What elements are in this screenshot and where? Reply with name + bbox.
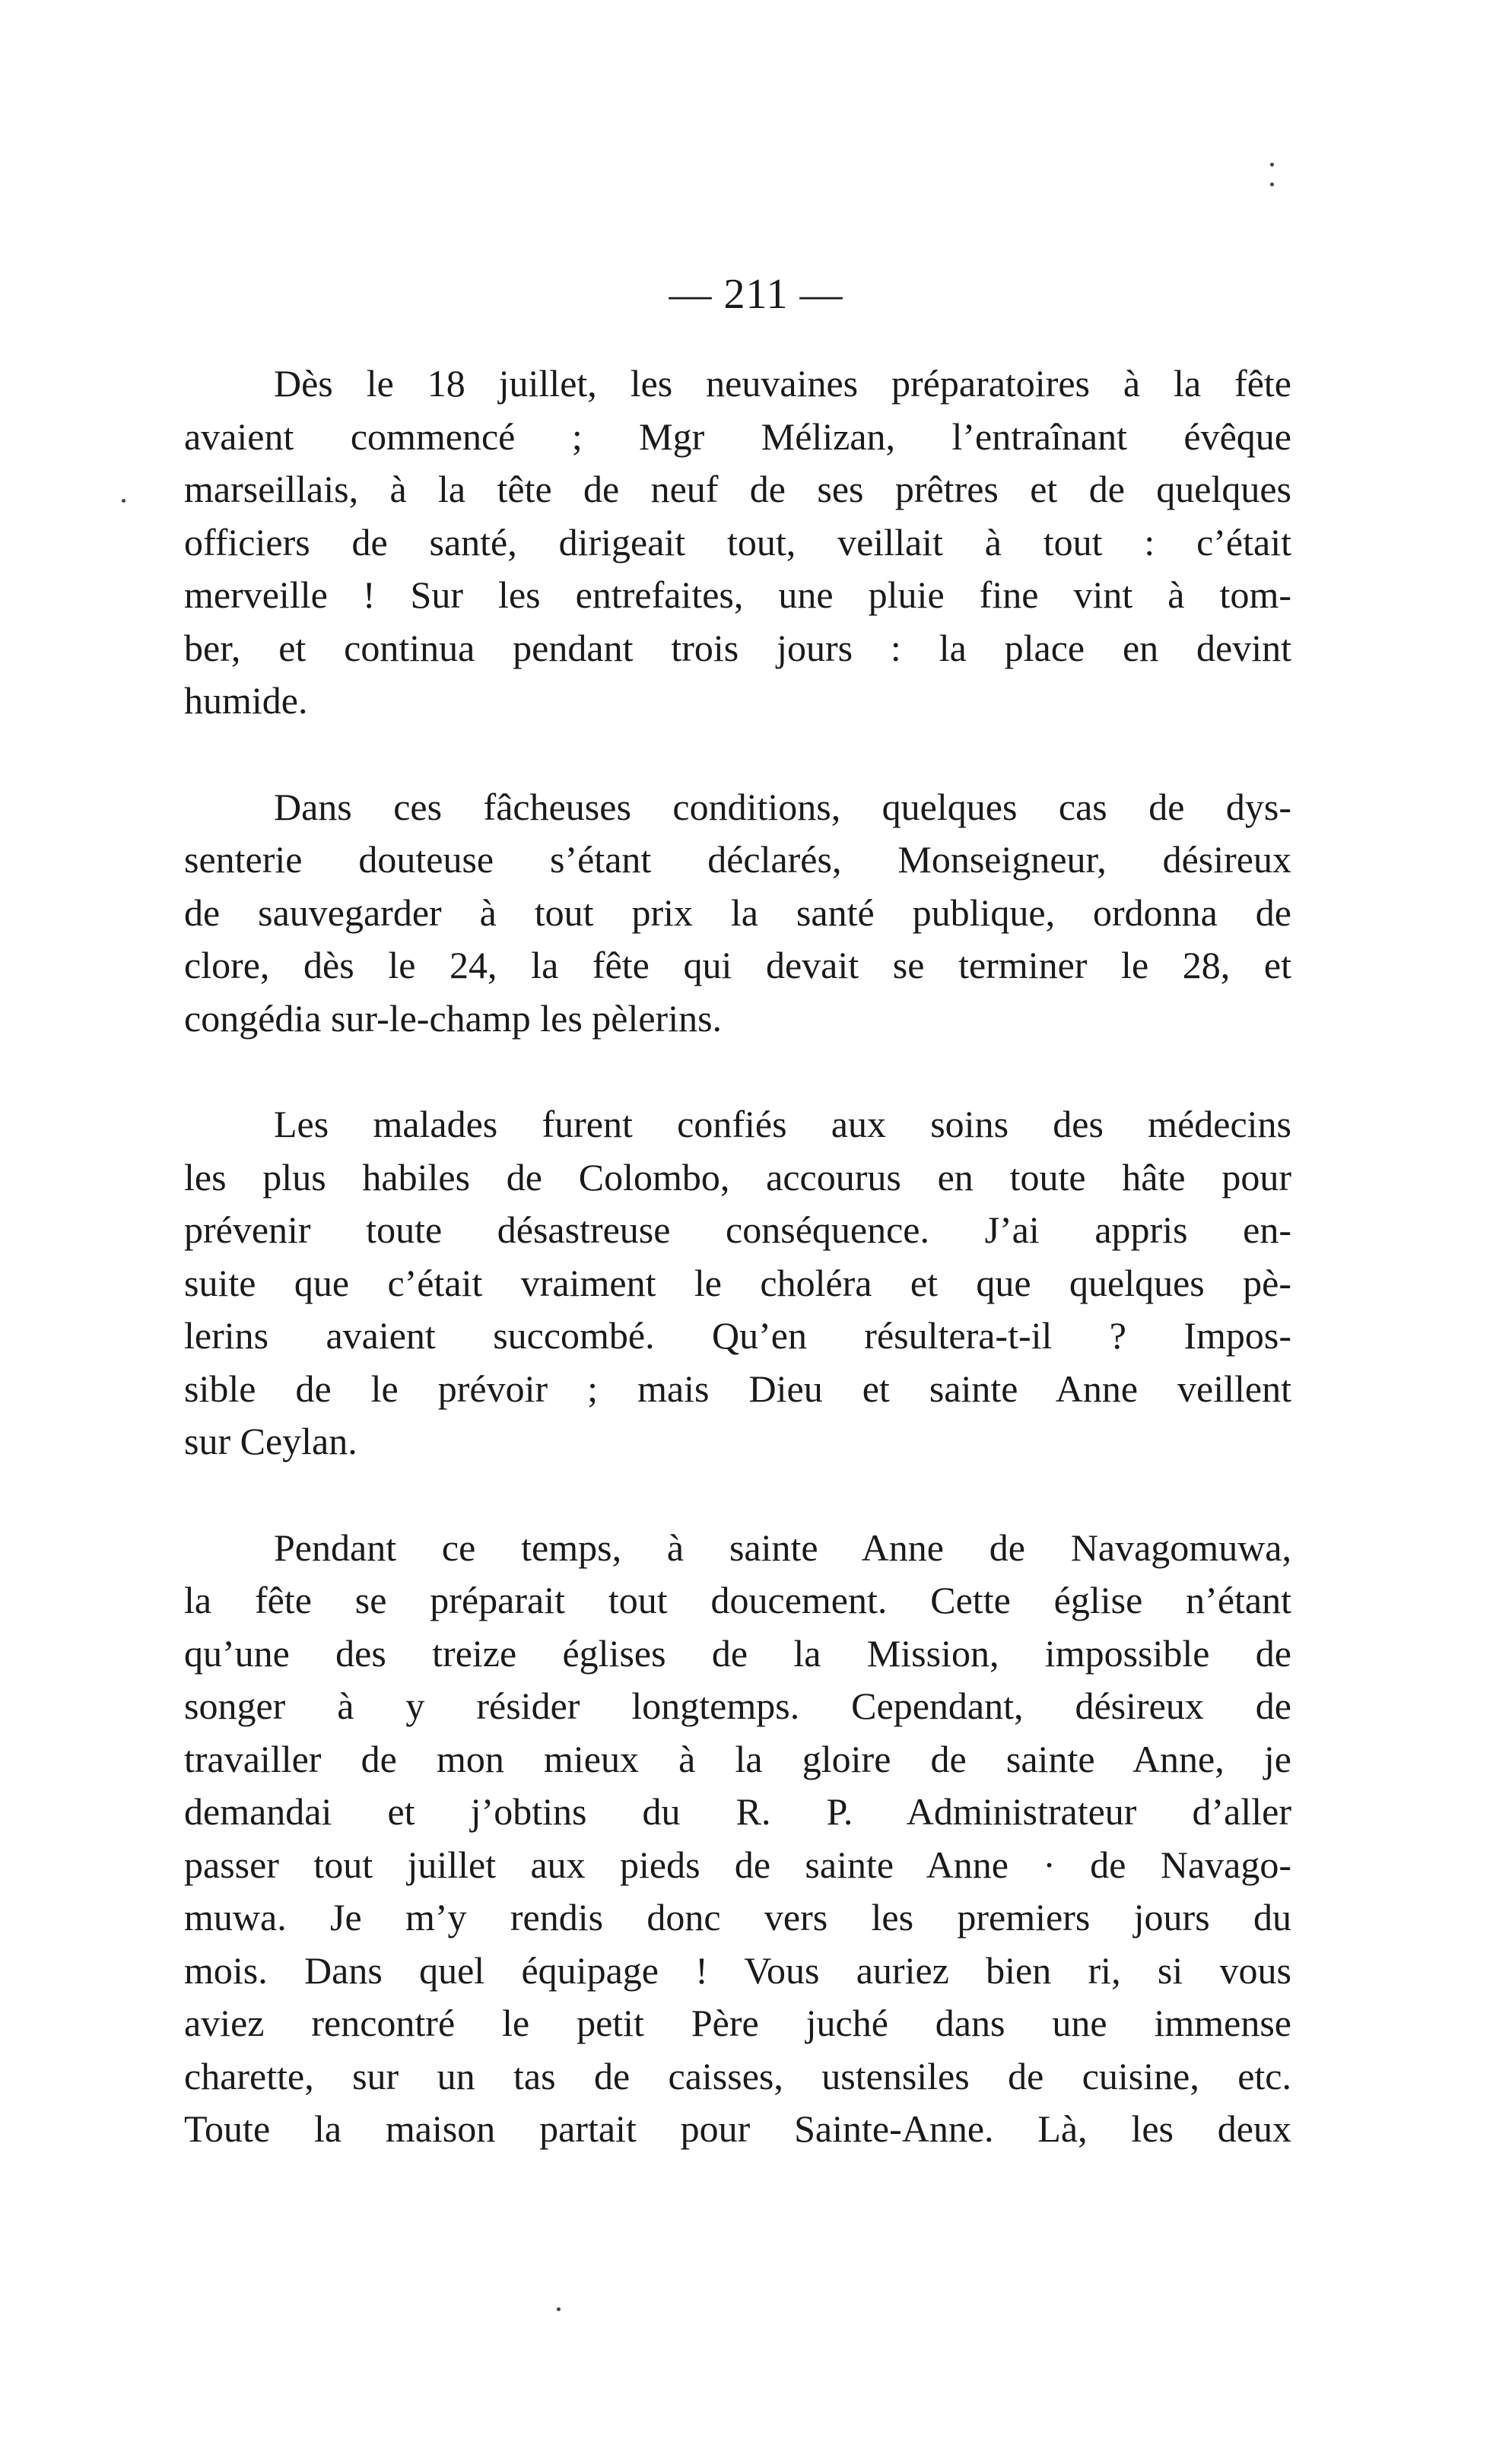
body-text bbox=[184, 357, 1291, 2156]
text-line: Dans ces fâcheuses conditions, quelques cas de dys- bbox=[274, 785, 1291, 828]
text-line: qu’une des treize églises de la Mission, impossible de bbox=[184, 1631, 1291, 1675]
paragraph bbox=[184, 1098, 1291, 1469]
text-line: muwa. Je m’y rendis donc vers les premiers jours du bbox=[184, 1896, 1291, 1938]
specks-mark bbox=[1270, 163, 1274, 167]
text-line: avaient commencé ; Mgr Mélizan, l’entraînant évêque bbox=[184, 414, 1291, 458]
specks-mark bbox=[122, 499, 125, 503]
text-line: suite que c’était vraiment le choléra et que quelques pè- bbox=[184, 1261, 1291, 1304]
paragraph bbox=[184, 357, 1291, 728]
text-line: lerins avaient succombé. Qu’en résultera-t-il ? Impos- bbox=[184, 1314, 1291, 1357]
text-line: merveille ! Sur les entrefaites, une pluie fine vint à tom- bbox=[184, 573, 1291, 616]
text-line: humide. bbox=[184, 679, 308, 722]
text-line: sur Ceylan. bbox=[184, 1420, 357, 1462]
text-line: Toute la maison partait pour Sainte-Anne. Là, les deux bbox=[184, 2107, 1291, 2150]
text-line: Dès le 18 juillet, les neuvaines préparatoires à la fête bbox=[274, 362, 1291, 405]
text-line: les plus habiles de Colombo, accourus en toute hâte pour bbox=[184, 1155, 1291, 1199]
text-line: mois. Dans quel équipage ! Vous auriez bien ri, si vous bbox=[184, 1948, 1291, 1992]
text-line: sible de le prévoir ; mais Dieu et sainte Anne veillent bbox=[184, 1367, 1291, 1410]
text-line: congédia sur-le-champ les pèlerins. bbox=[184, 996, 723, 1040]
text-line: officiers de santé, dirigeait tout, veillait à tout : c’était bbox=[184, 520, 1291, 564]
text-line: aviez rencontré le petit Père juché dans une immense bbox=[184, 2002, 1291, 2044]
text-line: de sauvegarder à tout prix la santé publique, ordonna de bbox=[184, 891, 1291, 934]
text-line: Les malades furent confiés aux soins des médecins bbox=[274, 1103, 1291, 1145]
text-line: prévenir toute désastreuse conséquence. J’ai appris en- bbox=[184, 1208, 1291, 1251]
paragraph bbox=[184, 781, 1291, 1046]
text-line: songer à y résider longtemps. Cependant, désireux de bbox=[184, 1684, 1291, 1727]
page-number: — 211 — bbox=[669, 271, 843, 318]
specks-mark bbox=[1270, 183, 1274, 186]
text-line: la fête se préparait tout doucement. Cette église n’étant bbox=[184, 1579, 1291, 1621]
text-line: ber, et continua pendant trois jours : la place en devint bbox=[184, 626, 1291, 669]
text-line: passer tout juillet aux pieds de sainte Anne · de Navago- bbox=[184, 1843, 1291, 1886]
specks-mark bbox=[557, 2307, 561, 2311]
paragraph bbox=[184, 1522, 1291, 2156]
text-line: travailler de mon mieux à la gloire de sainte Anne, je bbox=[184, 1737, 1291, 1780]
text-line: clore, dès le 24, la fête qui devait se terminer le 28, et bbox=[184, 944, 1291, 986]
text-line: demandai et j’obtins du R. P. Administrateur d’aller bbox=[184, 1790, 1291, 1833]
text-line: senterie douteuse s’étant déclarés, Monseigneur, désireux bbox=[184, 838, 1291, 881]
text-line: charette, sur un tas de caisses, ustensiles de cuisine, etc. bbox=[184, 2054, 1291, 2097]
text-line: Pendant ce temps, à sainte Anne de Navagomuwa, bbox=[274, 1526, 1291, 1569]
text-line: marseillais, à la tête de neuf de ses prêtres et de quelques bbox=[184, 468, 1291, 510]
